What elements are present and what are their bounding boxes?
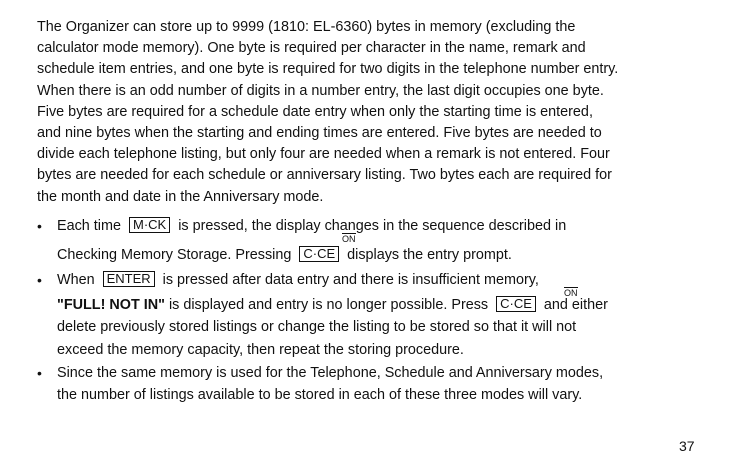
bullet-continuation: the number of listings available to be stored in each of these three modes will vary.	[57, 387, 583, 403]
bullet-text: Each time	[57, 218, 121, 234]
text-line: calculator mode memory). One byte is required per character in the name, remark and	[37, 40, 586, 57]
bullet-text: is pressed, the display changes in the sequence described in	[178, 218, 567, 234]
page-number: 37	[679, 438, 695, 454]
key-cce-icon: C·CE	[496, 296, 536, 312]
bullet-continuation: delete previously stored listings or change the listing to be stored so that it will not	[57, 319, 577, 335]
text-line: the month and date in the Anniversary mode.	[37, 188, 324, 205]
text-line: schedule item entries, and one byte is required for two digits in the telephone number entry.	[37, 61, 619, 78]
bullet-continuation	[57, 295, 608, 316]
bullet-text: is pressed after data entry and there is insufficient	[162, 272, 484, 288]
key-cce-icon: C·CE	[299, 246, 339, 262]
bullet-continuation	[57, 245, 512, 266]
full-not-in-message: "FULL! NOT IN"	[57, 297, 165, 313]
on-indicator: ON	[342, 234, 356, 244]
text-line: and nine bytes when the starting and ending times are entered. Five bytes are needed to	[37, 125, 602, 142]
key-enter-icon: ENTER	[103, 271, 155, 287]
bullet-item-full-not-in	[37, 270, 717, 291]
bullet-text: Since the same memory is used for the Telephone, Schedule and Anniversary modes,	[57, 365, 604, 381]
bullet-text: memory,	[483, 272, 539, 288]
bullet-text: and either	[543, 297, 608, 313]
bullet-text: is displayed and entry is no longer possible. Press	[164, 297, 489, 313]
bullet-marker: •	[37, 218, 42, 234]
text-line: bytes are needed for each schedule or anniversary listing. Two bytes each are required for	[37, 167, 612, 184]
bullet-text: When	[57, 272, 95, 288]
on-indicator: ON	[564, 288, 578, 298]
intro-paragraph	[37, 17, 697, 208]
key-mck-icon: M·CK	[129, 217, 170, 233]
bullet-text: displays the entry prompt.	[347, 247, 512, 263]
text-line: divide each telephone listing, but only four are needed when a remark is not entered. Four	[37, 146, 610, 163]
text-line: The Organizer can store up to 9999 (1810: EL-6360) bytes in memory (excluding the	[37, 19, 576, 35]
bullet-text: Checking Memory Storage. Pressing	[57, 247, 292, 263]
bullet-item-memory-check	[37, 216, 717, 237]
bullet-item-shared-memory	[37, 363, 717, 384]
text-line: Five bytes are required for a schedule date entry when only the starting time is entered,	[37, 103, 593, 120]
bullet-continuation: exceed the memory capacity, then repeat the storing procedure.	[57, 342, 464, 358]
bullet-marker: •	[37, 365, 42, 381]
bullet-marker: •	[37, 272, 42, 288]
text-line: When there is an odd number of digits in a number entry, the last digit occupies one byte.	[37, 82, 604, 99]
